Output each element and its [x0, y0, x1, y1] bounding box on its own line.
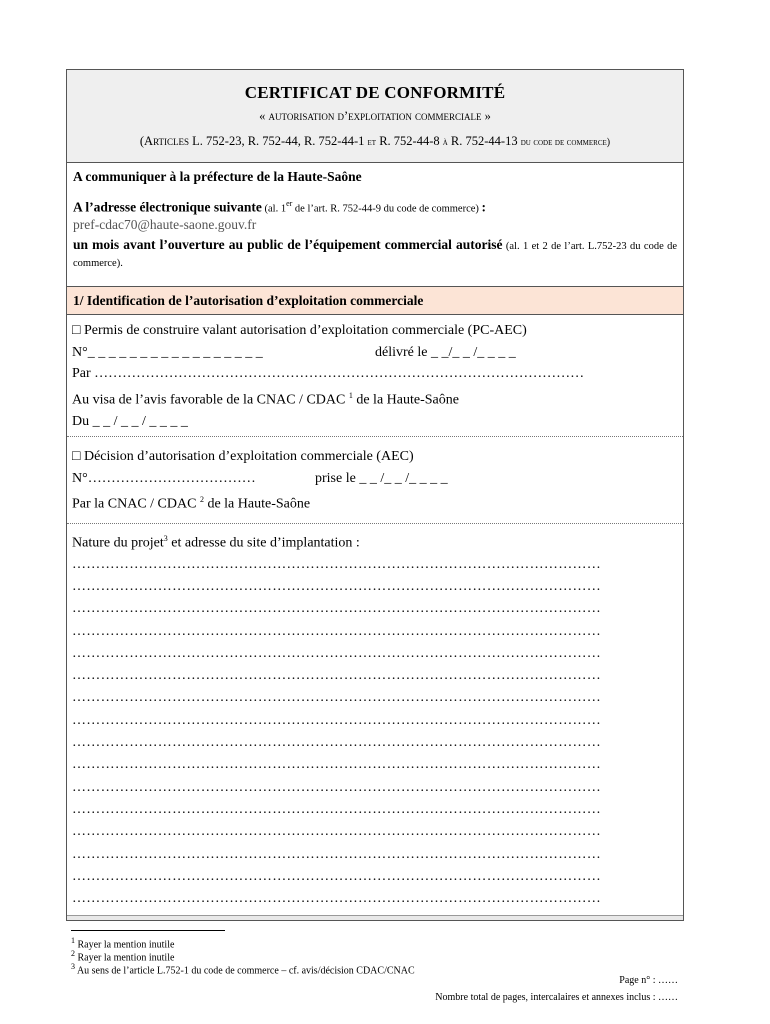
- aec-par: [72, 489, 678, 515]
- visa-text-a: Au visa de l’avis favorable de la CNAC / CDAC: [72, 392, 349, 408]
- fn1-sup: 1: [71, 936, 75, 945]
- footnote-rule: [71, 930, 225, 931]
- aec-par-sup: 2: [199, 495, 204, 504]
- aec-number-row: [72, 468, 678, 490]
- certificate-frame: [66, 69, 684, 921]
- articles-prefix: (Articles: [139, 134, 190, 148]
- nature-block: [67, 524, 683, 910]
- page-number: Page n° : ……: [619, 975, 678, 986]
- deadline-bold: un mois avant l’ouverture au public de l’équipement commercial autorisé: [73, 236, 503, 252]
- email-address-label: [73, 199, 677, 216]
- dotted-line[interactable]: …………………………………………………………………………………………………: [72, 824, 602, 840]
- dotted-line[interactable]: …………………………………………………………………………………………………: [72, 645, 602, 661]
- visa-sup: 1: [348, 390, 353, 400]
- certificate-title: CERTIFICAT DE CONFORMITÉ: [244, 83, 506, 102]
- pc-aec-checkbox-label[interactable]: □ Permis de construire valant autorisation d’exploitation commerciale (PC-AEC): [72, 323, 527, 338]
- aec-block: [67, 437, 683, 524]
- visa-text-b: de la Haute-Saône: [352, 392, 459, 408]
- articles-et: et: [367, 137, 377, 148]
- prefecture-email: pref-cdac70@haute-saone.gouv.fr: [73, 216, 257, 232]
- email-label-bold: A l’adresse électronique suivante: [73, 199, 262, 215]
- pc-aec-delivered[interactable]: délivré le _ _/_ _ /_ _ _ _: [375, 344, 516, 360]
- dotted-line[interactable]: …………………………………………………………………………………………………: [72, 668, 602, 684]
- fn3-sup: 3: [71, 962, 75, 971]
- fn1-text: Rayer la mention inutile: [75, 939, 175, 951]
- dotted-line[interactable]: …………………………………………………………………………………………………: [72, 601, 602, 617]
- dotted-line[interactable]: …………………………………………………………………………………………………: [72, 578, 602, 594]
- nature-label-b: et adresse du site d’implantation :: [167, 535, 360, 551]
- communication-block: [67, 163, 683, 287]
- aec-par-a: Par la CNAC / CDAC: [72, 496, 200, 512]
- dotted-line[interactable]: …………………………………………………………………………………………………: [72, 690, 602, 706]
- articles-body2: R. 752-44-8: [376, 134, 443, 148]
- footnote-3: [71, 961, 415, 977]
- communicate-prefecture: A communiquer à la préfecture de la Haute-Saône: [73, 169, 362, 184]
- deadline-notice: [73, 237, 677, 271]
- deadline-ref: (al. 1 et 2 de l’art. L.752-23 du code de commerce).: [73, 240, 677, 269]
- pc-aec-number-row: [72, 342, 678, 364]
- aec-number[interactable]: N°………………………………: [72, 470, 256, 486]
- fn2-sup: 2: [71, 949, 75, 958]
- pc-aec-par[interactable]: Par ……………………………………………………………………………………………: [72, 366, 585, 381]
- email-label-ref-a: (al. 1: [261, 203, 287, 215]
- dotted-line[interactable]: …………………………………………………………………………………………………: [72, 623, 602, 639]
- dotted-line[interactable]: …………………………………………………………………………………………………: [72, 757, 602, 773]
- dotted-line[interactable]: …………………………………………………………………………………………………: [72, 779, 602, 795]
- aec-taken[interactable]: prise le _ _ /_ _ /_ _ _ _: [315, 470, 448, 486]
- aec-checkbox-label[interactable]: □ Décision d’autorisation d’exploitation commerciale (AEC): [72, 449, 414, 464]
- nature-label: [72, 528, 678, 554]
- email-label-sup: er: [286, 199, 293, 208]
- email-label-colon: :: [481, 199, 487, 215]
- frame-bottom-border: [67, 915, 683, 920]
- dotted-line[interactable]: …………………………………………………………………………………………………: [72, 556, 602, 572]
- articles-suffix: du code de commerce): [520, 137, 611, 148]
- dotted-line[interactable]: …………………………………………………………………………………………………: [72, 868, 602, 884]
- nature-dotted-lines[interactable]: [72, 554, 678, 911]
- pc-aec-visa: [72, 385, 678, 411]
- dotted-line[interactable]: …………………………………………………………………………………………………: [72, 891, 602, 907]
- dotted-line[interactable]: …………………………………………………………………………………………………: [72, 846, 602, 862]
- pc-aec-du[interactable]: Du _ _ / _ _ / _ _ _ _: [72, 413, 188, 429]
- dotted-line[interactable]: …………………………………………………………………………………………………: [72, 801, 602, 817]
- certificate-subtitle: « autorisation d’exploitation commerciale »: [259, 109, 491, 123]
- aec-par-b: de la Haute-Saône: [203, 496, 311, 512]
- pc-aec-block: [67, 315, 683, 437]
- legal-articles: [67, 124, 683, 149]
- certificate-header: [67, 70, 683, 163]
- fn3-text: Au sens de l’article L.752-1 du code de commerce – cf. avis/décision CDAC/CNAC: [75, 965, 415, 977]
- nature-label-sup: 3: [163, 534, 168, 543]
- articles-body3: R. 752-44-13: [447, 134, 521, 148]
- email-label-ref-b: de l’art. R. 752-44-9 du code de commerce): [292, 203, 482, 215]
- fn2-text: Rayer la mention inutile: [75, 952, 175, 964]
- total-pages: Nombre total de pages, intercalaires et annexes inclus : ……: [435, 992, 678, 1003]
- dotted-line[interactable]: …………………………………………………………………………………………………: [72, 735, 602, 751]
- nature-label-a: Nature du projet: [72, 535, 164, 551]
- section-1-title: 1/ Identification de l’autorisation d’exploitation commerciale: [67, 287, 683, 315]
- articles-body: L. 752-23, R. 752-44, R. 752-44-1: [189, 134, 368, 148]
- dotted-line[interactable]: …………………………………………………………………………………………………: [72, 712, 602, 728]
- articles-a: à: [442, 137, 448, 148]
- pc-aec-number[interactable]: N°_ _ _ _ _ _ _ _ _ _ _ _ _ _ _ _ _: [72, 344, 263, 360]
